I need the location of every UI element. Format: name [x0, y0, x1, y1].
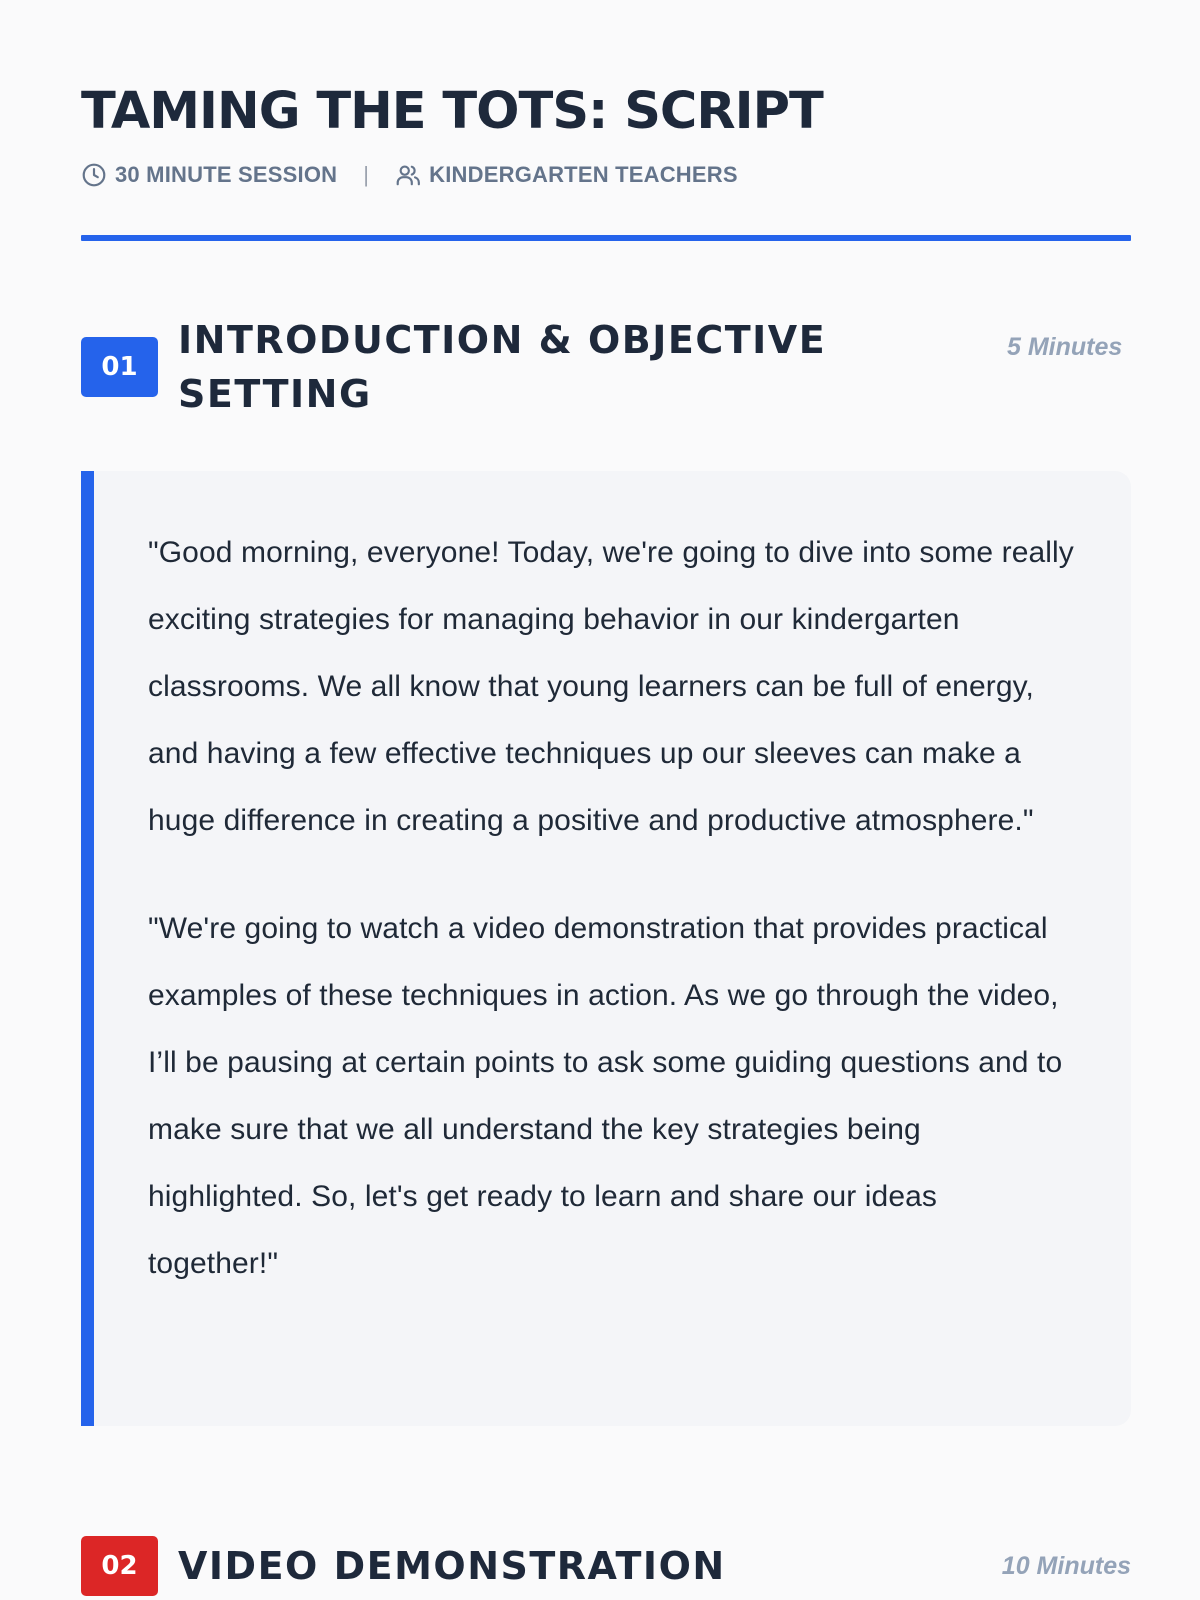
section-number-badge: 02	[81, 1536, 158, 1596]
section-title: INTRODUCTION & OBJECTIVE SETTING	[178, 318, 827, 416]
users-icon	[395, 162, 421, 188]
audience: KINDERGARTEN TEACHERS	[429, 162, 738, 187]
script-paragraph: "We're going to watch a video demonstration that provides practical examples of these techniques in action. As we go through the video, I’ll be pausing at certain points to ask some guiding questions and to make sure that we all understand the key strategies being highlighted. So, let's get ready to learn and share our ideas together!"	[148, 912, 1063, 1280]
section-header-02	[81, 1536, 1131, 1600]
section-duration: 5 Minutes	[1007, 333, 1123, 361]
script-paragraph: "Good morning, everyone! Today, we're going to dive into some really exciting strategies for managing behavior in our kindergarten classrooms. We all know that young learners can be full of energy, and having a few effective techniques up our sleeves can make a huge difference in creating a positive and productive atmosphere."	[148, 536, 1074, 837]
section-duration: 10 Minutes	[1001, 1552, 1131, 1580]
section-number-badge: 01	[81, 337, 158, 397]
clock-icon	[81, 162, 107, 188]
session-length: 30 MINUTE SESSION	[115, 162, 338, 187]
section-header-01	[81, 318, 1131, 423]
page-title: TAMING THE TOTS: SCRIPT	[81, 82, 823, 141]
script-text-box	[81, 471, 1131, 1426]
header-divider	[81, 235, 1131, 241]
section-title: VIDEO DEMONSTRATION	[178, 1544, 726, 1588]
meta-separator: |	[363, 162, 370, 187]
session-meta	[81, 162, 738, 188]
